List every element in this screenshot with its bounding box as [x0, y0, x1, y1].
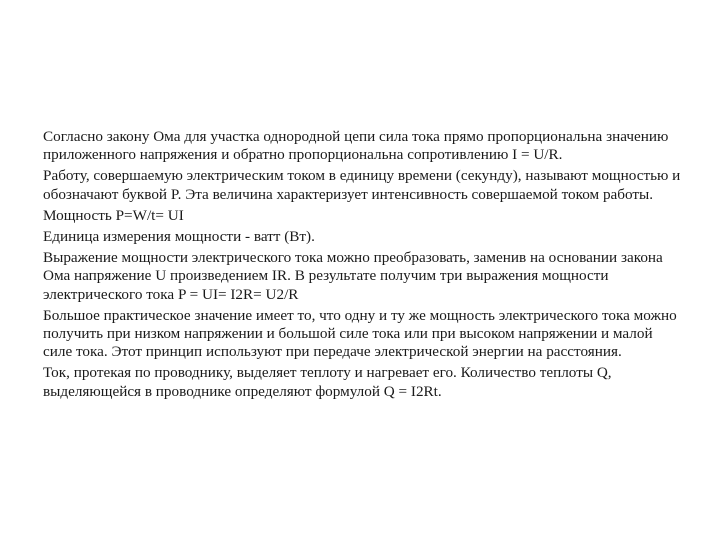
paragraph-heat: Ток, протекая по проводнику, выделяет теплоту и нагревает его. Количество теплоты Q, выделяющейся в проводнике определяют формулой Q = I2Rt.	[43, 364, 612, 400]
paragraph-power-unit: Единица измерения мощности - ватт (Вт).	[43, 228, 315, 246]
paragraph-ohms-law: Согласно закону Ома для участка однородной цепи сила тока прямо пропорциональна значению приложенного напряжения и обратно пропорциональна сопротивлению I = U/R.	[43, 128, 669, 164]
paragraph-transmission-principle: Большое практическое значение имеет то, что одну и ту же мощность электрического тока можно получить при низком напряжении и большой силе тока или при высоком напряжении и малой силе тока. Этот принцип используют при передаче электрической энергии на расстояния.	[43, 306, 677, 361]
paragraph-power-definition: Работу, совершаемую электрическим током в единицу времени (секунду), называют мощностью и обозначают буквой P. Эта величина характеризует интенсивность совершаемой током работы.	[43, 167, 681, 203]
paragraph-power-formula: Мощность P=W/t= UI	[43, 206, 184, 224]
body-text	[43, 128, 683, 404]
paragraph-power-expressions: Выражение мощности электрического тока можно преобразовать, заменив на основании закона Ома напряжение U произведением IR. В результате получим три выражения мощности электрического тока P = UI= I2R= U2/R	[43, 249, 663, 303]
